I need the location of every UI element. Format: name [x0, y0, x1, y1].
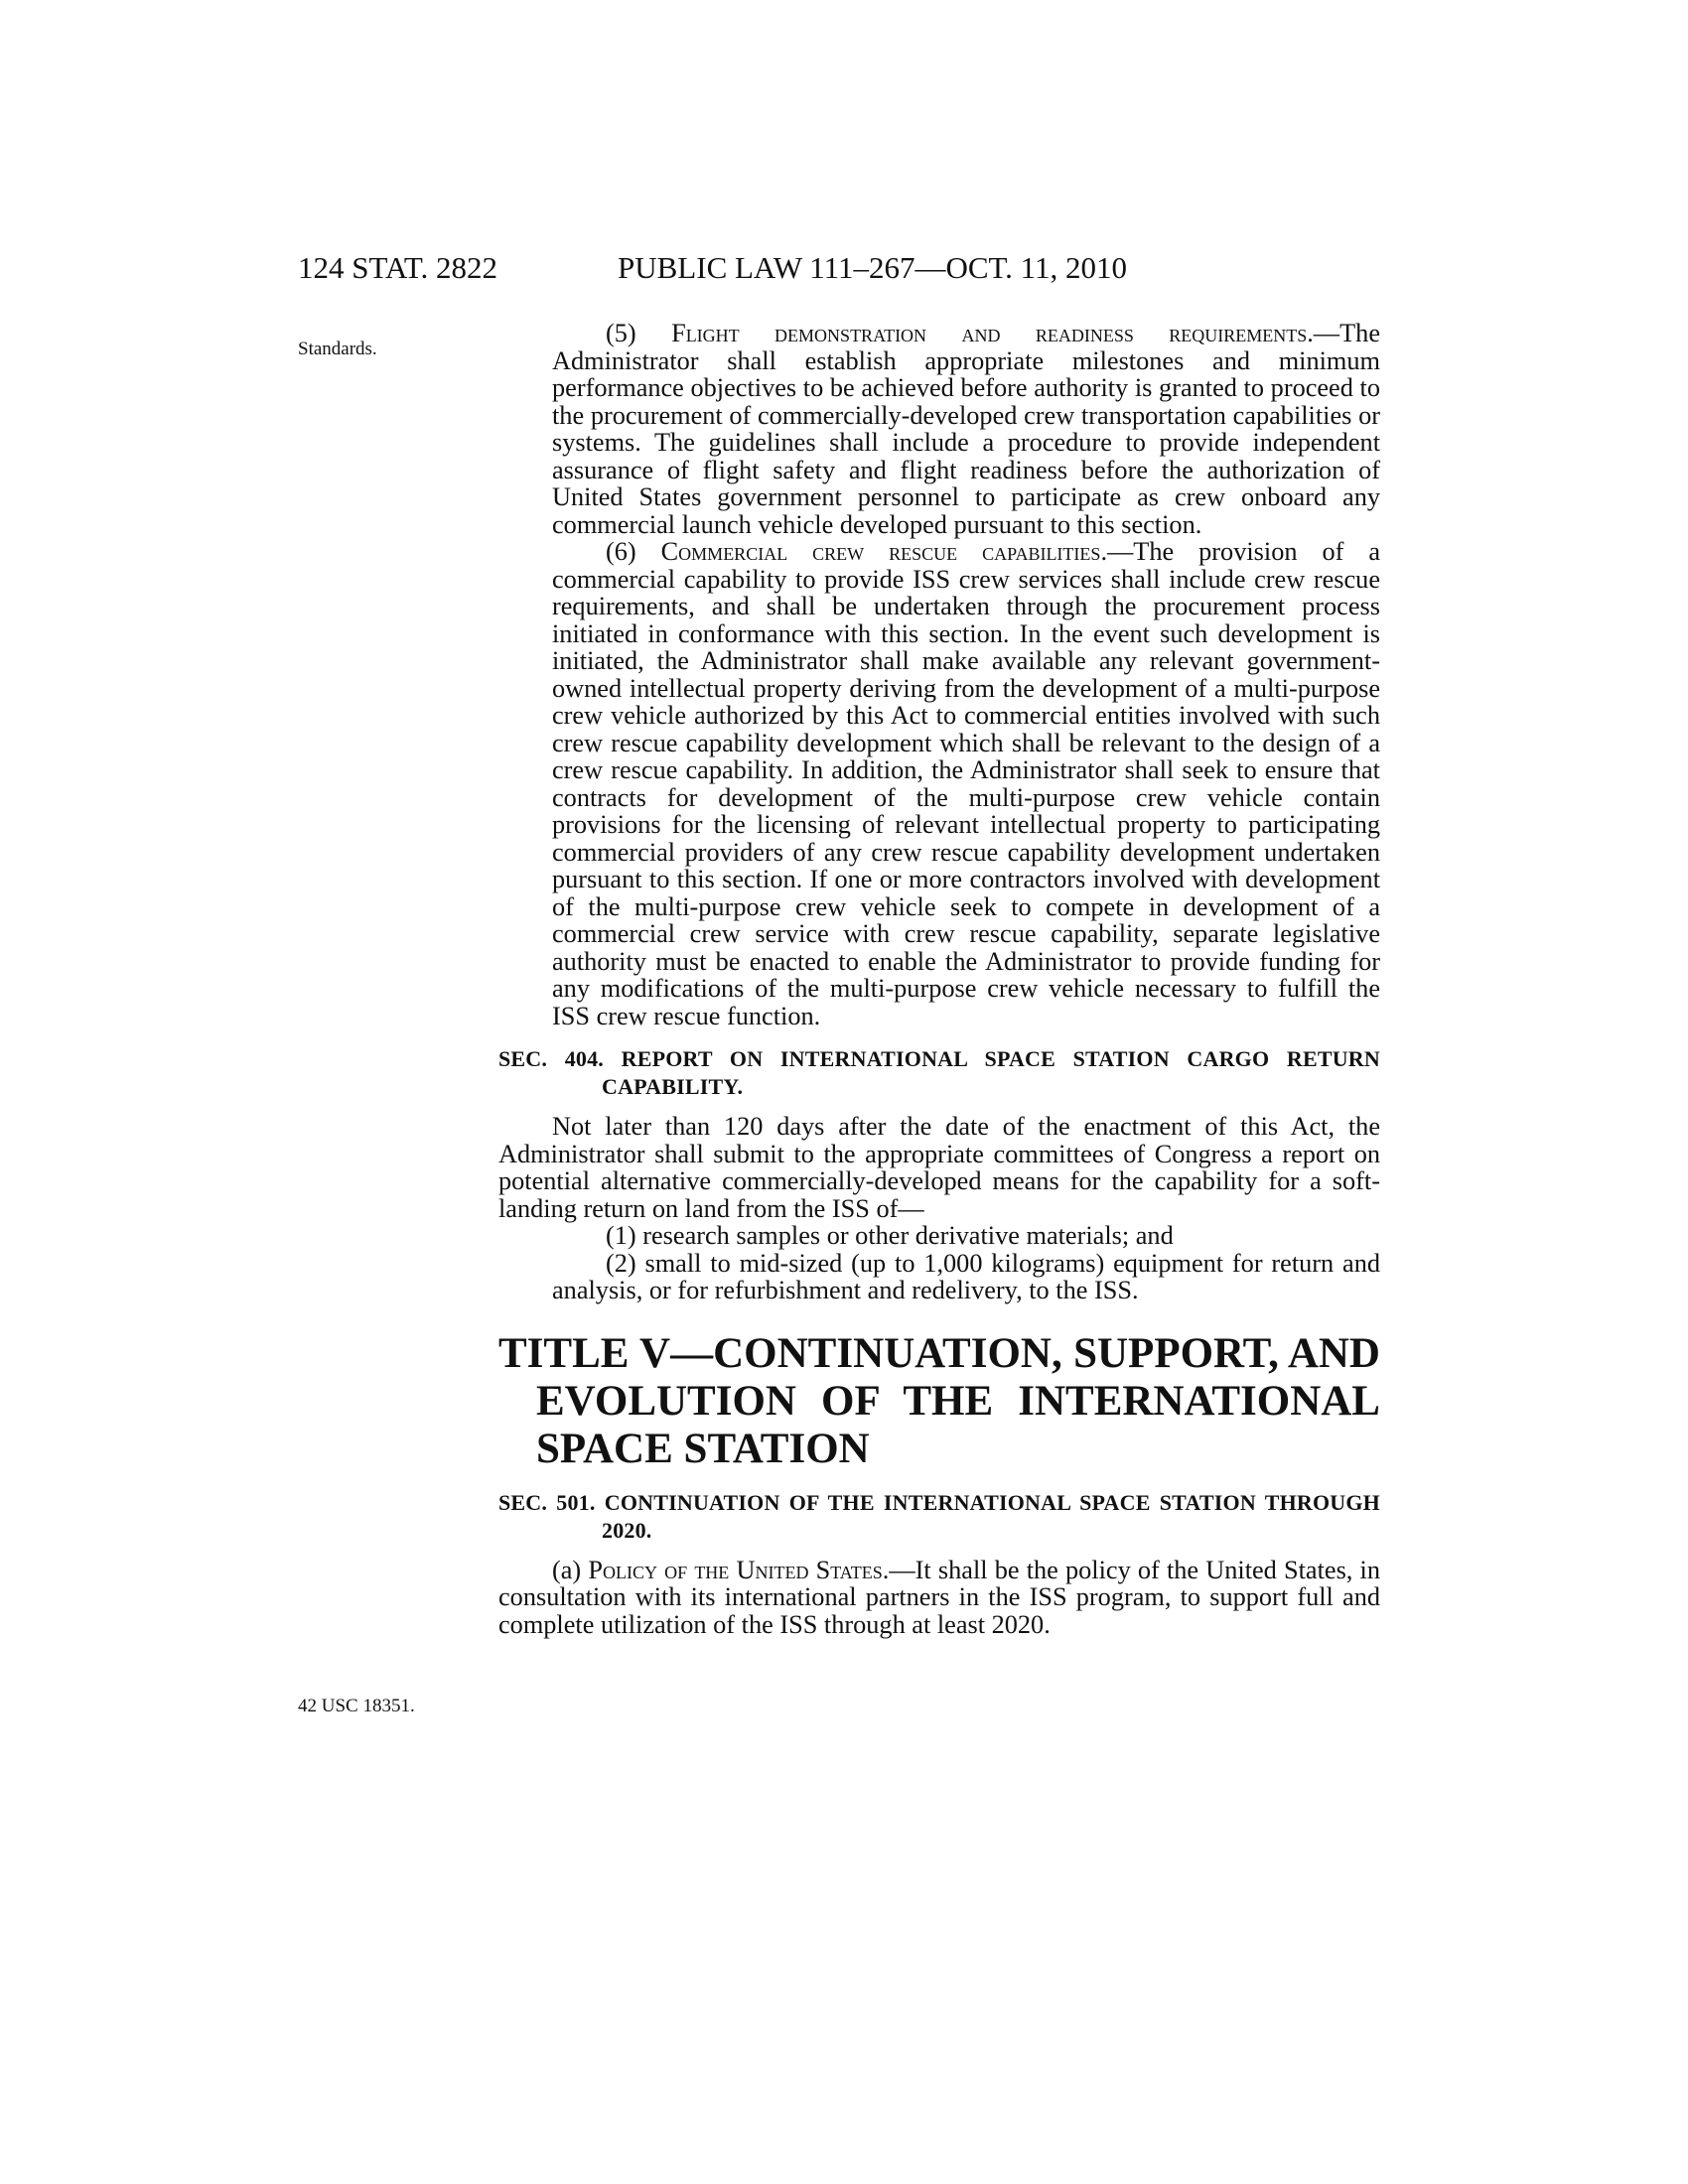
paragraph-5-label: (5): [606, 319, 672, 347]
paragraph-5-text: .—The Administrator shall establish appropriate milestones and minimum performance objectives to be achieved before authority is granted to proceed to the procurement of commercially-developed crew transportation capabilities or systems. The guidelines shall include a procedure to provide independent assurance of flight safety and flight readiness before the authorization of United States government personnel to participate as crew onboard any commercial launch vehicle developed pursuant to this section.: [552, 319, 1380, 539]
page-header: [298, 248, 1380, 288]
subsection-a-title: Policy of the United States: [588, 1555, 883, 1584]
stat-page-number: 124 STAT. 2822: [298, 250, 498, 285]
margin-note-usc: 42 USC 18351.: [298, 1696, 415, 1716]
section-501-subsection-a: [498, 1557, 1380, 1639]
section-404-item-1: (1) research samples or other derivative materials; and: [606, 1221, 1174, 1250]
title-v-heading: TITLE V—CONTINUATION, SUPPORT, AND EVOLUTION OF THE INTERNATIONAL SPACE STATION: [498, 1329, 1380, 1472]
subsection-a-text: .—It shall be the policy of the United States, in consultation with its international partners in the ISS program, to support full and complete utilization of the ISS through at least 2020.: [498, 1555, 1380, 1639]
paragraph-5: [498, 320, 1380, 538]
paragraph-6: [498, 538, 1380, 1029]
subsection-a-label: (a): [552, 1555, 589, 1584]
section-404-intro: Not later than 120 days after the date of the enactment of this Act, the Administrator shall submit to the appropriate committees of Congress a report on potential alternative commercially-developed means for the capability for a soft-landing return on land from the ISS of—: [498, 1112, 1380, 1223]
section-404-item-2: (2) small to mid-sized (up to 1,000 kilograms) equipment for return and analysis, or for refurbishment and redelivery, to the ISS.: [552, 1248, 1380, 1304]
paragraph-5-title: Flight demonstration and readiness requirements: [671, 319, 1308, 347]
paragraph-6-title: Commercial crew rescue capabilities: [660, 537, 1101, 566]
paragraph-6-label: (6): [606, 537, 661, 566]
margin-note-standards: Standards.: [298, 339, 377, 359]
section-501-heading: SEC. 501. CONTINUATION OF THE INTERNATIONAL SPACE STATION THROUGH 2020.: [498, 1489, 1380, 1543]
body-column: [498, 320, 1380, 1638]
public-law-line: PUBLIC LAW 111–267—OCT. 11, 2010: [618, 250, 1128, 285]
paragraph-6-text: .—The provision of a commercial capability to provide ISS crew services shall include crew rescue requirements, and shall be undertaken through the procurement process initiated in conformance with this section. In the event such development is initiated, the Administrator shall make available any relevant government-owned intellectual property deriving from the development of a multi-purpose crew vehicle authorized by this Act to commercial entities involved with such crew rescue capability development which shall be relevant to the design of a crew rescue capability. In addition, the Administrator shall seek to ensure that contracts for development of the multi-purpose crew vehicle contain provisions for the licensing of relevant intellectual property to participating commercial providers of any crew rescue capability development undertaken pursuant to this section. If one or more contractors involved with development of the multi-purpose crew vehicle seek to compete in development of a commercial crew service with crew rescue capability, separate legislative authority must be enacted to enable the Administrator to provide funding for any modifications of the multi-purpose crew vehicle necessary to fulfill the ISS crew rescue function.: [552, 537, 1381, 1030]
section-404-heading: SEC. 404. REPORT ON INTERNATIONAL SPACE STATION CARGO RETURN CAPABILITY.: [498, 1046, 1380, 1099]
